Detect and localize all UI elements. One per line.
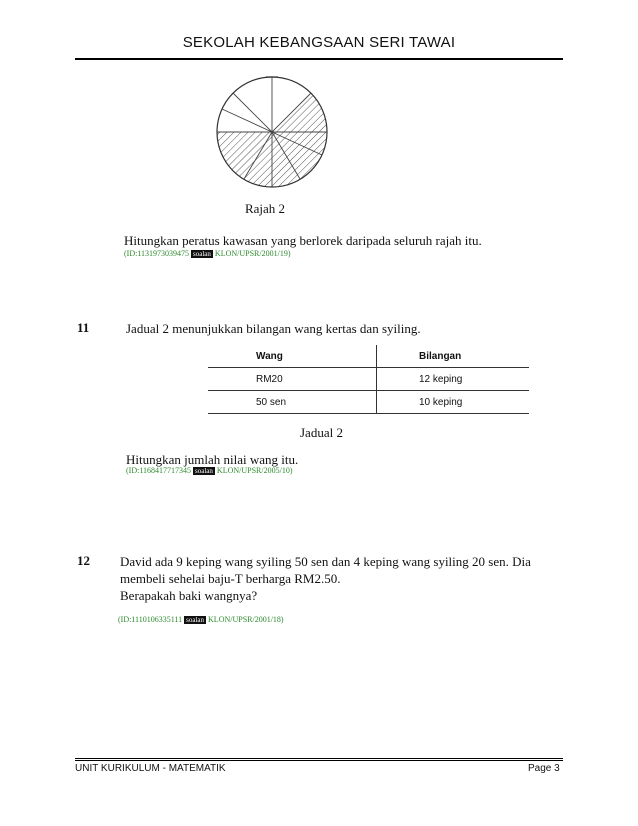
reference-id: (ID:1131973039475 (124, 249, 190, 258)
reference-tag: soalan (193, 250, 211, 258)
question-11-reference (126, 466, 292, 475)
shaded-sector (272, 93, 327, 132)
question-12-line-2: membeli sehelai baju-T berharga RM2.50. (120, 571, 341, 586)
table-row (208, 391, 529, 414)
reference-id: (ID:1168417717345 (126, 466, 192, 475)
question-number: 12 (77, 553, 90, 568)
column-header-bilangan: Bilangan (377, 345, 530, 368)
footer-unit-label: UNIT KURIKULUM - MATEMATIK (75, 763, 226, 774)
question-11-text: Jadual 2 menunjukkan bilangan wang kertas dan syiling. (126, 321, 421, 336)
column-header-wang: Wang (208, 345, 377, 368)
table-header-row (208, 345, 529, 368)
question-10-text: Hitungkan peratus kawasan yang berlorek daripada seluruh rajah itu. (124, 233, 482, 248)
question-12-line-3: Berapakah baki wangnya? (120, 588, 258, 603)
reference-tag: soalan (186, 616, 205, 624)
table-cell: 10 keping (377, 391, 530, 414)
table-row (208, 368, 529, 391)
pie-figure (214, 74, 330, 190)
money-table (208, 345, 529, 414)
page-number: Page 3 (528, 763, 560, 774)
table-cell: 50 sen (208, 391, 377, 414)
reference-tag: soalan (195, 467, 213, 475)
reference-id: (ID:1110106335111 (118, 615, 183, 624)
question-10-reference (124, 249, 290, 258)
reference-source: KLON/UPSR/2005/10) (216, 466, 293, 475)
table-cell: 12 keping (377, 368, 530, 391)
question-number: 11 (77, 320, 90, 335)
reference-source: KLON/UPSR/2001/18) (208, 615, 284, 624)
question-11-question: Hitungkan jumlah nilai wang itu. (126, 452, 299, 467)
question-12-line-1: David ada 9 keping wang syiling 50 sen dan 4 keping wang syiling 20 sen. Dia (120, 554, 531, 569)
page-header-title: SEKOLAH KEBANGSAAN SERI TAWAI (182, 34, 456, 51)
table-cell: RM20 (208, 368, 377, 391)
table-label: Jadual 2 (300, 425, 343, 440)
reference-source: KLON/UPSR/2001/19) (214, 249, 291, 258)
footer-divider (75, 758, 563, 761)
figure-label: Rajah 2 (244, 201, 286, 216)
question-12-reference (118, 615, 284, 624)
header-divider (75, 58, 563, 60)
